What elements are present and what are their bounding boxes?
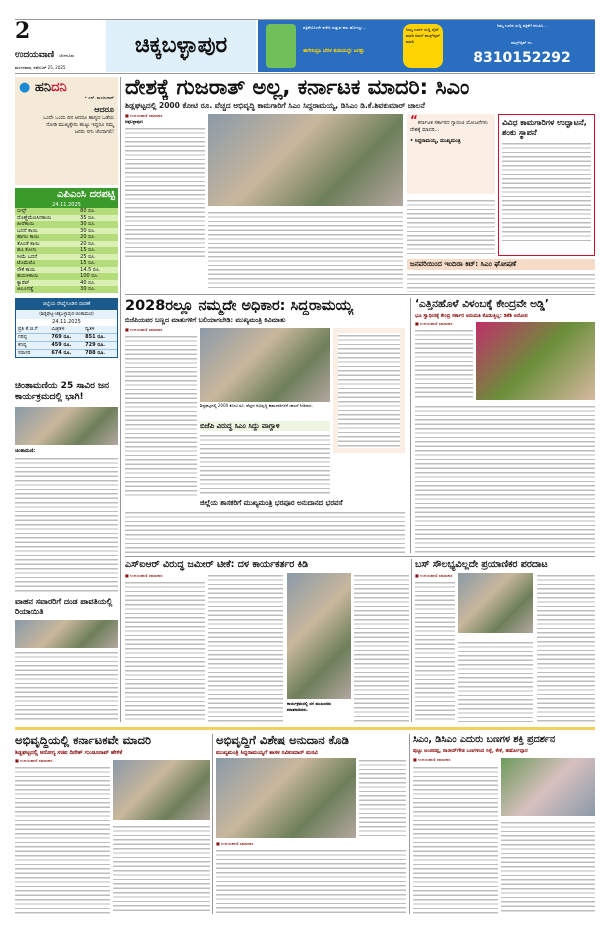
apmc-item: ಬದನೆ ಕಾಯಿ	[17, 227, 38, 234]
left-story2-body	[15, 650, 118, 722]
apmc-item: ಸೀಮೆ ಬದನೆ	[17, 253, 38, 260]
page-folio	[15, 20, 105, 72]
sir-body-3	[354, 573, 409, 722]
hani-dani-box: ● ಹನಿದನಿ • ಎನ್. ಮಂಜುನಾಥ್ ಆದರೂ ಒಂದೇ ಒಂದು ದಿನ ಆದರೂ ಹಾಸ್ಯದ ಒಡೆಯ ನೋಡಿ ಮುಖ್ಯಕ್ಕೇನು ಹುಟ್ಟು ಇದ್ದರೂ ನಮ್ಮ ಜನರು ನಗು ಚೆಂದಾಗಲಿ!	[15, 77, 118, 185]
silk-row	[16, 334, 117, 342]
lead-dateline: ಚಿಕ್ಕಬಳ್ಳಾಪುರ:	[125, 119, 144, 124]
bus-body-1	[415, 580, 455, 722]
story2028-headline: 2028ರಲ್ಲೂ ನಮ್ಮದೇ ಅಧಿಕಾರ: ಸಿದ್ದರಾಮಯ್ಯ	[125, 298, 354, 314]
phone-icon	[266, 24, 296, 68]
bus-body-3	[537, 573, 595, 722]
apmc-item: ಆಲೂಗಡ್ಡೆ	[17, 286, 34, 292]
apmc-item: ಬೀನ್ಸ್	[17, 208, 27, 214]
masthead	[106, 20, 256, 72]
model-body-1	[15, 765, 110, 914]
bus-headline: ಬಸ್ ಸೌಲಭ್ಯವಿಲ್ಲದೇ ಪ್ರಯಾಣಿಕರ ಪರದಾಟ	[415, 559, 548, 570]
apmc-table	[15, 188, 118, 293]
sir-photo	[287, 573, 351, 699]
apmc-price: 100 ರೂ.	[80, 273, 99, 279]
paper-name: ಉದಯವಾಣಿ	[15, 50, 55, 60]
apmc-price: 20 ರೂ.	[80, 240, 96, 247]
factions-body-2	[501, 820, 595, 914]
grant-body	[125, 510, 405, 553]
lead-body-2	[208, 210, 403, 290]
quote-by: • ಸಿದ್ದರಾಮಯ್ಯ, ಮುಖ್ಯಮಂತ್ರಿ	[410, 138, 461, 144]
column-rule-3	[411, 559, 412, 722]
factions-subhead: ಪುಟ್ಟು ಆಂಜಿನಪ್ಪ, ರಾಜೀವ್‌ಗೌಡ ಬಣಗಳಿಂದ ಸಿಳ್ಳೆ, ಕೇಕೆ, ಹರ್ಷೋದ್ಗಾರ	[413, 748, 528, 754]
apmc-price: 20 ರೂ.	[80, 234, 96, 240]
story2028-photo	[200, 328, 330, 402]
ad-phone: 8310152292	[473, 50, 571, 66]
model-photo	[113, 760, 210, 820]
factions-headline: ಸಿಎಂ, ಡಿಸಿಎಂ ಎದುರು ಬಣಗಳ ಶಕ್ತಿ ಪ್ರದರ್ಶನ	[413, 734, 556, 745]
bottom-band-rule	[15, 727, 595, 730]
bjp-headline: ಬಿಜೆಪಿ ವಿರುದ್ಧ ಸಿಎಂ ಸಿದ್ದು ವಾಗ್ದಾಳಿ	[200, 421, 330, 431]
section-rule	[125, 294, 595, 295]
date: ಮಂಗಳವಾರ, ನವೆಂಬರ್ 25, 2025	[15, 65, 66, 70]
ad-line3: ನಿಮ್ಮ ಊರ್ನ ಸುದ್ದಿ ಲೈವ್ ಮಾಡಿ ನಮಗೆ ವಾಟ್ಸ್ಆ್ಯಪ್ ಮಾಡಿ	[403, 24, 443, 68]
apmc-item: ಹಾಗಲ ಕಾಯಿ	[17, 234, 40, 240]
apmc-item: ಟೊಮೆಟೊ	[17, 260, 36, 266]
special-byline: ■ ಉದಯವಾಣಿ ಸಮಾಚಾರ	[216, 841, 254, 846]
apmc-price: 15 ರೂ.	[80, 247, 96, 253]
silk-cell: ಸರಾಸರಿ	[18, 350, 31, 356]
quote-text: ಕರ್ನಾಟಕ ಸರ್ಕಾರದ ಗ್ಯಾರಂಟಿ ಯೋಜನೆಗಳು ದೇಶಕ್ಕೆ ಮಾದರಿ...	[410, 120, 488, 133]
story2028-caption: ಶಿಡ್ಲಘಟ್ಟದಲ್ಲಿ 2000 ಕೋಟಿ ರೂ. ವೆಚ್ಚದ ಅಭಿವೃದ್ಧಿ ಕಾಮಗಾರಿಗಳಿಗೆ ಚಾಲನೆ ನೀಡಿದರು.	[200, 403, 313, 408]
left-story-body	[15, 456, 118, 594]
left-story-headline: ಚಿಂತಾಮಣಿಯ 25 ಸಾವಿರ ಜನ ಕಾರ್ಯಕ್ರಮದಲ್ಲಿ ಭಾಗಿ!	[15, 381, 110, 402]
bjp-body	[200, 433, 330, 496]
apmc-item: ದೊಣ್ಣೆಮೆಣಸಿನಕಾಯಿ	[17, 214, 52, 221]
page-number: 2	[15, 18, 31, 44]
lead-byline: ■ ಉದಯವಾಣಿ ಸಮಾಚಾರ	[125, 113, 163, 118]
indira-body	[407, 272, 595, 292]
factions-photo	[501, 758, 595, 816]
apmc-item: ಹೀರೆಕಾಯಿ	[17, 221, 35, 227]
ettinahole-headline: ‘ಎತ್ತಿನಹೊಳೆ ವಿಳಂಬಕ್ಕೆ ಕೇಂದ್ರವೇ ಅಡ್ಡಿ’	[415, 298, 549, 310]
story2028-byline: ■ ಉದಯವಾಣಿ ಸಮಾಚಾರ	[125, 327, 163, 332]
ettinahole-body-1	[415, 328, 473, 400]
lead-photo	[208, 114, 403, 206]
silk-table	[15, 298, 118, 358]
column-rule	[120, 77, 121, 722]
special-subhead: ಮುಖ್ಯಮಂತ್ರಿ ಸಿದ್ದರಾಮಯ್ಯಗೆ ಶಾಸಕ ರವಿಕುಮಾರ್ ಮನವಿ	[216, 750, 318, 756]
apmc-item: ನೌಕೆ ಕಾಯಿ	[17, 266, 36, 273]
apmc-item: ತೊಂಡೆ ಕಾಯಿ	[17, 240, 40, 247]
indira-headline: ಜನವರಿಯಿಂದ ಇಂದಿರಾ ಕಿಟ್: ಸಿಎಂ ಘೋಷಣೆ	[407, 259, 595, 270]
left-story2-photo	[15, 620, 118, 648]
apmc-date: 24.11.2025	[15, 202, 118, 208]
masthead-title: ಚಿಕ್ಕಬಳ್ಳಾಪುರ	[134, 33, 228, 59]
special-photo	[216, 758, 356, 838]
silk-cell: 788 ರೂ.	[85, 350, 106, 356]
ettinahole-body-2	[415, 404, 595, 553]
silk-cell: 851 ರೂ.	[85, 334, 106, 340]
left-story-dateline: ಚಿಂತಾಮಣಿ:	[15, 448, 36, 454]
poem: ಒಂದೇ ಒಂದು ದಿನ ಆದರೂ ಹಾಸ್ಯದ ಒಡೆಯ ನೋಡಿ ಮುಖ್ಯಕ್ಕೇನು ಹುಟ್ಟು ಇದ್ದರೂ ನಮ್ಮ ಜನರು ನಗು ಚೆಂದಾಗಲಿ!	[43, 115, 114, 135]
silk-header: ಪ್ರತಿ ಕೆ.ಜಿ.ಗೆ	[18, 326, 38, 332]
bus-byline: ■ ಉದಯವಾಣಿ ಸಮಾಚಾರ	[415, 573, 453, 578]
factions-body-1	[413, 765, 498, 914]
left-story2-headline: ವಾಹನ ಸವಾರರಿಗೆ ದಂಡ ಪಾವತಿಯಲ್ಲಿ ರಿಯಾಯಿತಿ	[15, 597, 113, 616]
apmc-title: ಎಪಿಎಂಸಿ ದರಪಟ್ಟಿ	[15, 188, 118, 202]
sir-body-1	[125, 580, 205, 722]
silk-subtitle: (ಶಿಡ್ಲಘಟ್ಟ-ಚಿಕ್ಕಬಳ್ಳಾಪುರ-ಚಿಂತಾಮಣಿ)	[39, 312, 94, 317]
sir-body-2	[208, 573, 283, 722]
whatsapp-ad	[258, 20, 595, 72]
model-byline: ■ ಉದಯವಾಣಿ ಸಮಾಚಾರ	[15, 758, 53, 763]
special-headline: ಅಭಿವೃದ್ಧಿಗೆ ವಿಶೇಷ ಅನುದಾನ ಕೊಡಿ	[216, 733, 349, 747]
bus-body-2	[458, 640, 533, 722]
apmc-price: 14.5 ರೂ.	[80, 266, 101, 273]
sir-byline: ■ ಉದಯವಾಣಿ ಸಮಾಚಾರ	[125, 573, 163, 578]
story2028-subhead: ಬಿಜೆಪಿಯವರ ಬಣ್ಣದ ಮಾತುಗಳಿಗೆ ಬಲಿಯಾಗಬೇಡಿ: ಮುಖ್ಯಮಂತ್ರಿ ಕಿವಿಮಾತು	[125, 316, 286, 324]
apmc-price: 15 ರೂ.	[80, 260, 96, 266]
apmc-row	[15, 286, 118, 293]
dani-title: ದನಿ	[51, 80, 67, 95]
silk-cell: ಕನಿಷ್ಠ	[18, 342, 27, 348]
lead-quote: “ಕರ್ನಾಟಕ ಸರ್ಕಾರದ ಗ್ಯಾರಂಟಿ ಯೋಜನೆಗಳು ದೇಶಕ್ಕೆ ಮಾದರಿ... • ಸಿದ್ದರಾಮಯ್ಯ, ಮುಖ್ಯಮಂತ್ರಿ	[407, 114, 495, 194]
story2028-quote-box	[333, 328, 405, 453]
silk-title: ಜಿಲ್ಲೆಯ ರೇಷ್ಮೆಗೂಡಿನ ಧಾರಣೆ	[16, 299, 117, 310]
apmc-price: 35 ರೂ.	[80, 214, 96, 221]
sir-headline: ಎಸ್ಐಆರ್ ವಿರುದ್ಧ ಜಮೀರ್ ಟೀಕೆ: ದಳ ಕಾರ್ಯಕರ್ತರ ಕಿಡಿ	[125, 559, 309, 570]
model-body-2	[113, 824, 210, 914]
side-box-headline: ವಿವಿಧ ಕಾಮಗಾರಿಗಳ ಉದ್ಘಾಟನೆ, ಶಂಕು ಸ್ಥಾಪನೆ	[502, 118, 587, 137]
left-story-photo	[15, 407, 118, 445]
silk-header: ಮಿಶ್ರತಳಿ	[51, 326, 65, 332]
apmc-price: 30 ರೂ.	[80, 227, 96, 234]
silk-row	[16, 342, 117, 350]
silk-header-row	[16, 326, 117, 334]
apmc-item: ಹುರುಳಿಕಾಯಿ	[17, 273, 39, 279]
silk-cell: 769 ರೂ.	[51, 334, 72, 340]
silk-row	[16, 350, 117, 358]
ad-line4: ನಿಮ್ಮ ಊರಿನ ಸುದ್ದಿ ಪತ್ರಿಕೆಗೆ ಕಳುಹಿಸಿ...	[496, 23, 548, 28]
ad-line2: ಈಗೇನಿದ್ರೂ ಬೆರಳ ತುದಿಯಲ್ಲೇ ಜಗತ್ತು	[303, 48, 365, 54]
story2028-body-1	[125, 334, 197, 496]
section-rule-2	[125, 556, 595, 557]
ad-line1: ಪತ್ರಿಕೆಯೊಂದೇ ಕಚೇರಿ ಸುತ್ತುವ ಕಾಲ ಹೋಯ್ತು...	[303, 25, 367, 30]
special-caption	[359, 758, 406, 838]
silk-date: 24.11.2025	[16, 319, 117, 326]
special-body	[216, 848, 406, 914]
lead-body-3	[407, 198, 495, 256]
model-headline: ಅಭಿವೃದ್ಧಿಯಲ್ಲಿ ಕರ್ನಾಟಕವೇ ಮಾದರಿ	[15, 733, 152, 747]
lead-headline: ದೇಶಕ್ಕೆ ಗುಜರಾತ್ ಅಲ್ಲ, ಕರ್ನಾಟಕ ಮಾದರಿ: ಸಿಎಂ	[125, 75, 470, 99]
ettinahole-photo	[476, 322, 595, 400]
hani-title: ಹನಿ	[34, 80, 52, 95]
apmc-price: 40 ರೂ.	[80, 279, 96, 286]
header-rule	[15, 73, 595, 74]
silk-cell: ಗರಿಷ್ಠ	[18, 334, 27, 340]
silk-header: ದ್ವಿತಳಿ	[85, 326, 95, 332]
silk-cell: 459 ರೂ.	[51, 342, 72, 348]
apmc-item: ಕ್ಯಾರೆಟ್	[17, 279, 30, 286]
apmc-price: 80 ರೂ.	[80, 208, 96, 214]
apmc-price: 25 ರೂ.	[80, 253, 96, 260]
bus-photo	[458, 573, 533, 633]
author: • ಎನ್. ಮಂಜುನಾಥ್	[84, 95, 114, 100]
sir-caption: ಕಾರ್ಯಕ್ರಮದಲ್ಲಿ ದಳ ಮುಖಂಡರು ಮಾತನಾಡಿದರು.	[287, 701, 332, 712]
column-rule-4	[212, 734, 213, 914]
silk-cell: 674 ರೂ.	[51, 350, 72, 356]
column-rule-5	[409, 734, 410, 914]
apmc-price: 30 ರೂ.	[80, 286, 96, 292]
apmc-item: ಹೂ ಕೋಸು	[17, 247, 37, 253]
silk-cell: 729 ರೂ.	[85, 342, 106, 348]
ettinahole-byline: ■ ಉದಯವಾಣಿ ಸಮಾಚಾರ	[415, 321, 453, 326]
model-subhead: ಶಿಡ್ಲಘಟ್ಟದಲ್ಲಿ ಆರೋಗ್ಯ ಸಚಿವ ದಿನೇಶ್ ಗುಂಡೂರಾವ್ ಹೇಳಿಕೆ	[15, 750, 123, 756]
ettinahole-subhead: ಭೂ ಸ್ವಾಧೀನಕ್ಕೆ ಕೇಂದ್ರ ಸರ್ಕಾರ ಅನುಮತಿ ಕೊಡುತ್ತಿಲ್ಲ: ಡಿಕೆಶಿ ಆರೋಪ	[415, 313, 528, 319]
side-box	[498, 114, 595, 256]
edition: ಬೆಂಗಳೂರು	[59, 53, 75, 58]
column-rule-2	[410, 298, 411, 553]
factions-byline: ■ ಉದಯವಾಣಿ ಸಮಾಚಾರ	[413, 757, 451, 762]
lead-subhead: ಶಿಡ್ಲಘಟ್ಟದಲ್ಲಿ 2000 ಕೋಟಿ ರೂ. ವೆಚ್ಚದ ಅಭಿವೃದ್ಧಿ ಕಾಮಗಾರಿಗೆ ಸಿಎಂ ಸಿದ್ದರಾಮಯ್ಯ, ಡಿಸಿಎಂ ಡಿ.ಕೆ.ಶಿವಕುಮಾರ್ ಚಾಲನೆ	[125, 101, 425, 110]
grant-headline: ಜಿಲ್ಲೆಯ ಶಾಸಕರಿಗೆ ಮುಖ್ಯಮಂತ್ರಿ ಭರಪೂರ ಅನುದಾನದ ಭರವಸೆ	[200, 499, 343, 507]
apmc-price: 30 ರೂ.	[80, 221, 96, 227]
poem-title: ಆದರೂ	[94, 105, 114, 114]
lead-body-1	[125, 126, 205, 260]
ad-wa-label: ವಾಟ್ಸ್ಆ್ಯಪ್ ನಂ.	[511, 40, 533, 45]
